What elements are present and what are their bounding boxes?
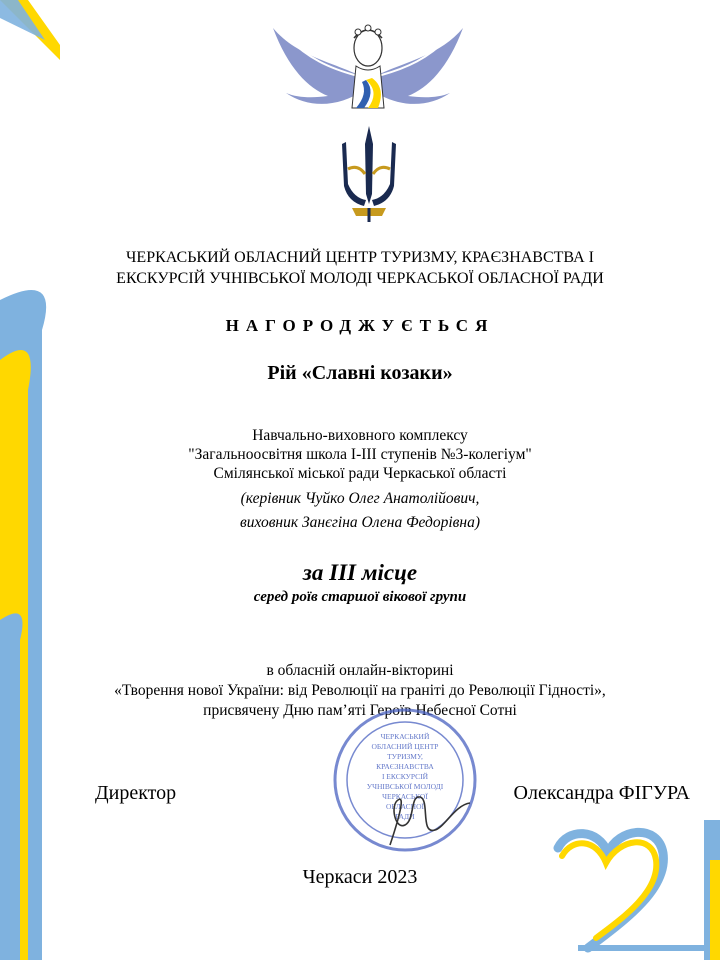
stamp-line: КРАЄЗНАВСТВА xyxy=(376,762,434,771)
stamp-line: РАДИ xyxy=(395,812,415,821)
place-title: за ІІІ місце xyxy=(302,560,418,585)
stamp-line: ЧЕРКАСЬКОЇ xyxy=(382,792,428,801)
team-name: Рій «Славні козаки» xyxy=(267,362,453,384)
organization-name: ЧЕРКАСЬКИЙ ОБЛАСНИЙ ЦЕНТР ТУРИЗМУ, КРАЄЗНАВСТВА І ЕКСКУРСІЙ УЧНІВСЬКОЇ МОЛОДІ ЧЕРКАСЬКОЇ ОБЛАСНОЇ РАДИ xyxy=(116,249,604,287)
stamp-line: І ЕКСКУРСІЙ xyxy=(381,772,429,781)
event-block: в обласній онлайн-вікторині «Творення нової України: від Революції на граніті до Революції Гідності», присвячену Дню пам’яті Героїв Небесної Сотні xyxy=(114,662,606,719)
award-heading: НАГОРОДЖУЄТЬСЯ xyxy=(225,316,495,335)
leaders-block: (керівник Чуйко Олег Анатолійович, виховник Занєгіна Олена Федорівна) xyxy=(239,490,481,531)
city-year: Черкаси 2023 xyxy=(302,866,418,888)
stamp-line: ТУРИЗМУ, xyxy=(387,752,423,761)
age-group: серед роїв старшої вікової групи xyxy=(253,589,467,605)
stamp-line: УЧНІВСЬКОЇ МОЛОДІ xyxy=(366,782,444,791)
stamp-line: ЧЕРКАСЬКИЙ xyxy=(380,732,430,741)
stamp-line: ОБЛАСНОЇ xyxy=(386,802,424,811)
trident-icon xyxy=(334,124,404,224)
signer-name: Олександра ФІГУРА xyxy=(513,782,690,804)
angel-wings-emblem xyxy=(268,8,468,118)
signer-title: Директор xyxy=(95,782,177,804)
signature xyxy=(360,775,480,855)
stamp-line: ОБЛАСНИЙ ЦЕНТР xyxy=(371,742,439,751)
institution-block: Навчально-виховного комплексу "Загальноосвітня школа І-ІІІ ступенів №3-колегіум" Смілянської міської ради Черкаської області xyxy=(188,427,532,482)
heart-ribbon-icon xyxy=(548,808,708,958)
